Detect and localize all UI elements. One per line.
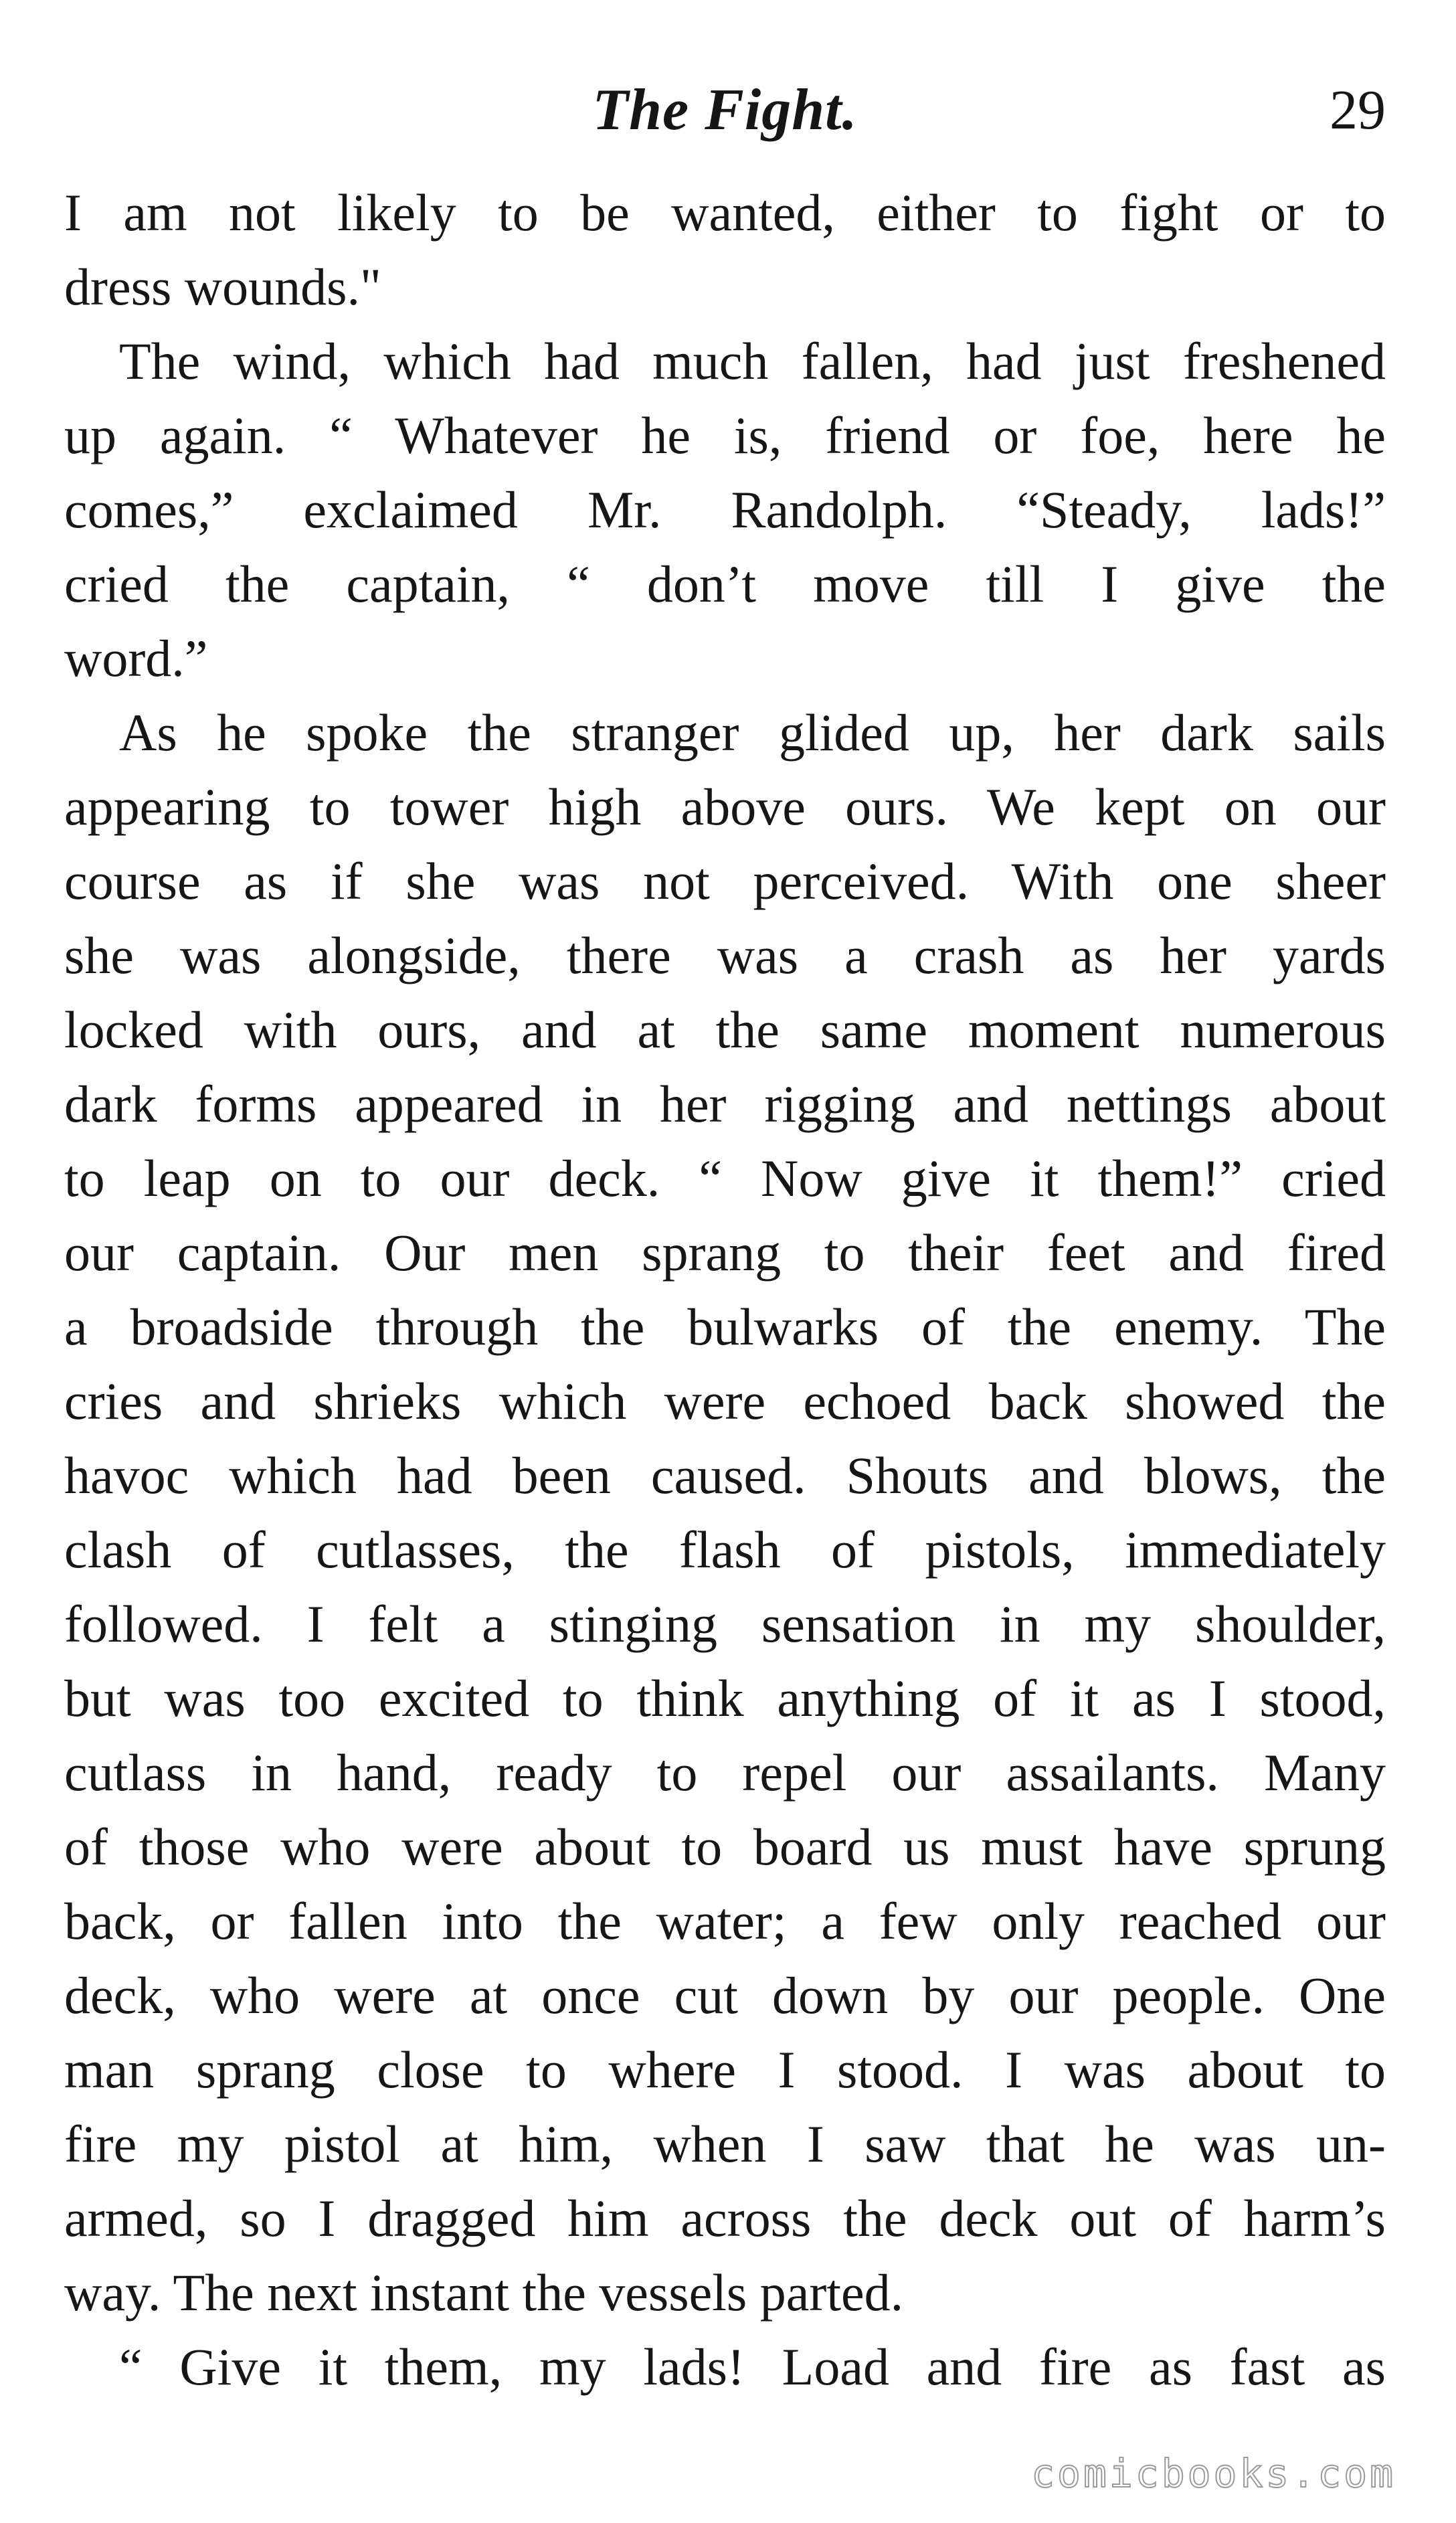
text-line: As he spoke the stranger glided up, her dark sails	[119, 703, 1386, 762]
page-number: 29	[1330, 79, 1386, 141]
text-line: cried the captain, “ don’t move till I give the	[64, 555, 1386, 613]
page-header	[64, 74, 1386, 147]
body-text	[64, 175, 1386, 2404]
text-line: word.”	[64, 629, 208, 687]
text-line: armed, so I dragged him across the deck out of harm’s	[64, 2189, 1386, 2247]
text-line: course as if she was not perceived. With one sheer	[64, 852, 1386, 910]
text-line: man sprang close to where I stood. I was about to	[64, 2040, 1386, 2099]
text-line: cutlass in hand, ready to repel our assailants. Many	[64, 1743, 1386, 1802]
running-title: The Fight.	[592, 78, 858, 143]
text-line: dark forms appeared in her rigging and nettings about	[64, 1075, 1386, 1133]
text-line: fire my pistol at him, when I saw that he was un-	[64, 2115, 1386, 2173]
text-line: our captain. Our men sprang to their feet and fired	[64, 1223, 1386, 1282]
text-line: clash of cutlasses, the flash of pistols, immediately	[64, 1520, 1386, 1579]
text-line: of those who were about to board us must have sprung	[64, 1818, 1386, 1876]
text-line: up again. “ Whatever he is, friend or foe, here he	[64, 406, 1386, 464]
text-line: locked with ours, and at the same moment numerous	[64, 1000, 1386, 1059]
text-line: “ Give it them, my lads! Load and fire as fast as	[119, 2338, 1386, 2396]
text-line: back, or fallen into the water; a few only reached our	[64, 1892, 1386, 1950]
watermark: comicbooks.com	[1031, 2451, 1396, 2496]
text-line: way. The next instant the vessels parted.	[64, 2263, 904, 2322]
text-line: The wind, which had much fallen, had just freshened	[119, 332, 1386, 390]
text-line: I am not likely to be wanted, either to fight or to	[64, 183, 1386, 242]
text-line: cries and shrieks which were echoed back showed the	[64, 1372, 1386, 1430]
text-line: comes,” exclaimed Mr. Randolph. “Steady, lads!”	[64, 481, 1386, 539]
text-line: dress wounds."	[64, 258, 381, 316]
text-line: havoc which had been caused. Shouts and blows, the	[64, 1446, 1386, 1504]
text-line: followed. I felt a stinging sensation in my shoulder,	[64, 1595, 1386, 1653]
text-line: she was alongside, there was a crash as her yards	[64, 926, 1386, 984]
text-line: a broadside through the bulwarks of the enemy. The	[64, 1298, 1386, 1356]
text-line: but was too excited to think anything of it as I stood,	[64, 1669, 1386, 1727]
text-line: to leap on to our deck. “ Now give it them!” cried	[64, 1149, 1386, 1207]
text-line: deck, who were at once cut down by our people. One	[64, 1966, 1386, 2024]
text-line: appearing to tower high above ours. We kept on our	[64, 778, 1386, 836]
